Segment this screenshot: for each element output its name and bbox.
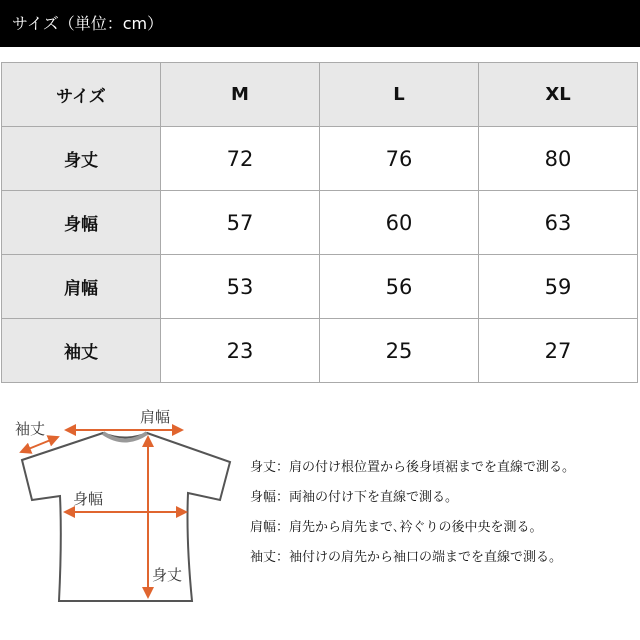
label-shoulder: 肩幅 [140,408,171,426]
cell: 80 [479,127,638,191]
cell: 72 [161,127,320,191]
label-width: 身幅 [73,490,104,508]
cell: 57 [161,191,320,255]
cell: 23 [161,319,320,383]
note-width: 身幅：両袖の付け下を直線で測る。 [250,490,459,505]
header-l: L [320,63,479,127]
cell: 59 [479,255,638,319]
label-length: 身丈 [152,566,183,584]
table-row [2,127,638,191]
table-row [2,255,638,319]
row-label: 袖丈 [2,319,161,383]
note-shoulder: 肩幅：肩先から肩先まで､衿ぐりの後中央を測る。 [250,520,543,535]
cell: 63 [479,191,638,255]
tshirt-outline [22,433,230,601]
cell: 76 [320,127,479,191]
label-sleeve: 袖丈 [15,420,46,438]
cell: 60 [320,191,479,255]
header-m: M [161,63,320,127]
row-label: 身幅 [2,191,161,255]
cell: 25 [320,319,479,383]
cell: 56 [320,255,479,319]
note-length: 身丈：肩の付け根位置から後身頃裾までを直線で測る。 [250,460,576,475]
row-label: 肩幅 [2,255,161,319]
cell: 27 [479,319,638,383]
table-header-row [2,63,638,127]
page-title: サイズ（単位：cm） [0,0,640,47]
cell: 53 [161,255,320,319]
table-row [2,191,638,255]
note-sleeve: 袖丈：袖付けの肩先から袖口の端までを直線で測る。 [250,550,563,565]
header-xl: XL [479,63,638,127]
row-label: 身丈 [2,127,161,191]
header-size: サイズ [2,63,161,127]
tshirt-diagram [0,390,250,620]
measurement-notes [250,456,575,576]
size-table [1,62,638,383]
table-row [2,319,638,383]
